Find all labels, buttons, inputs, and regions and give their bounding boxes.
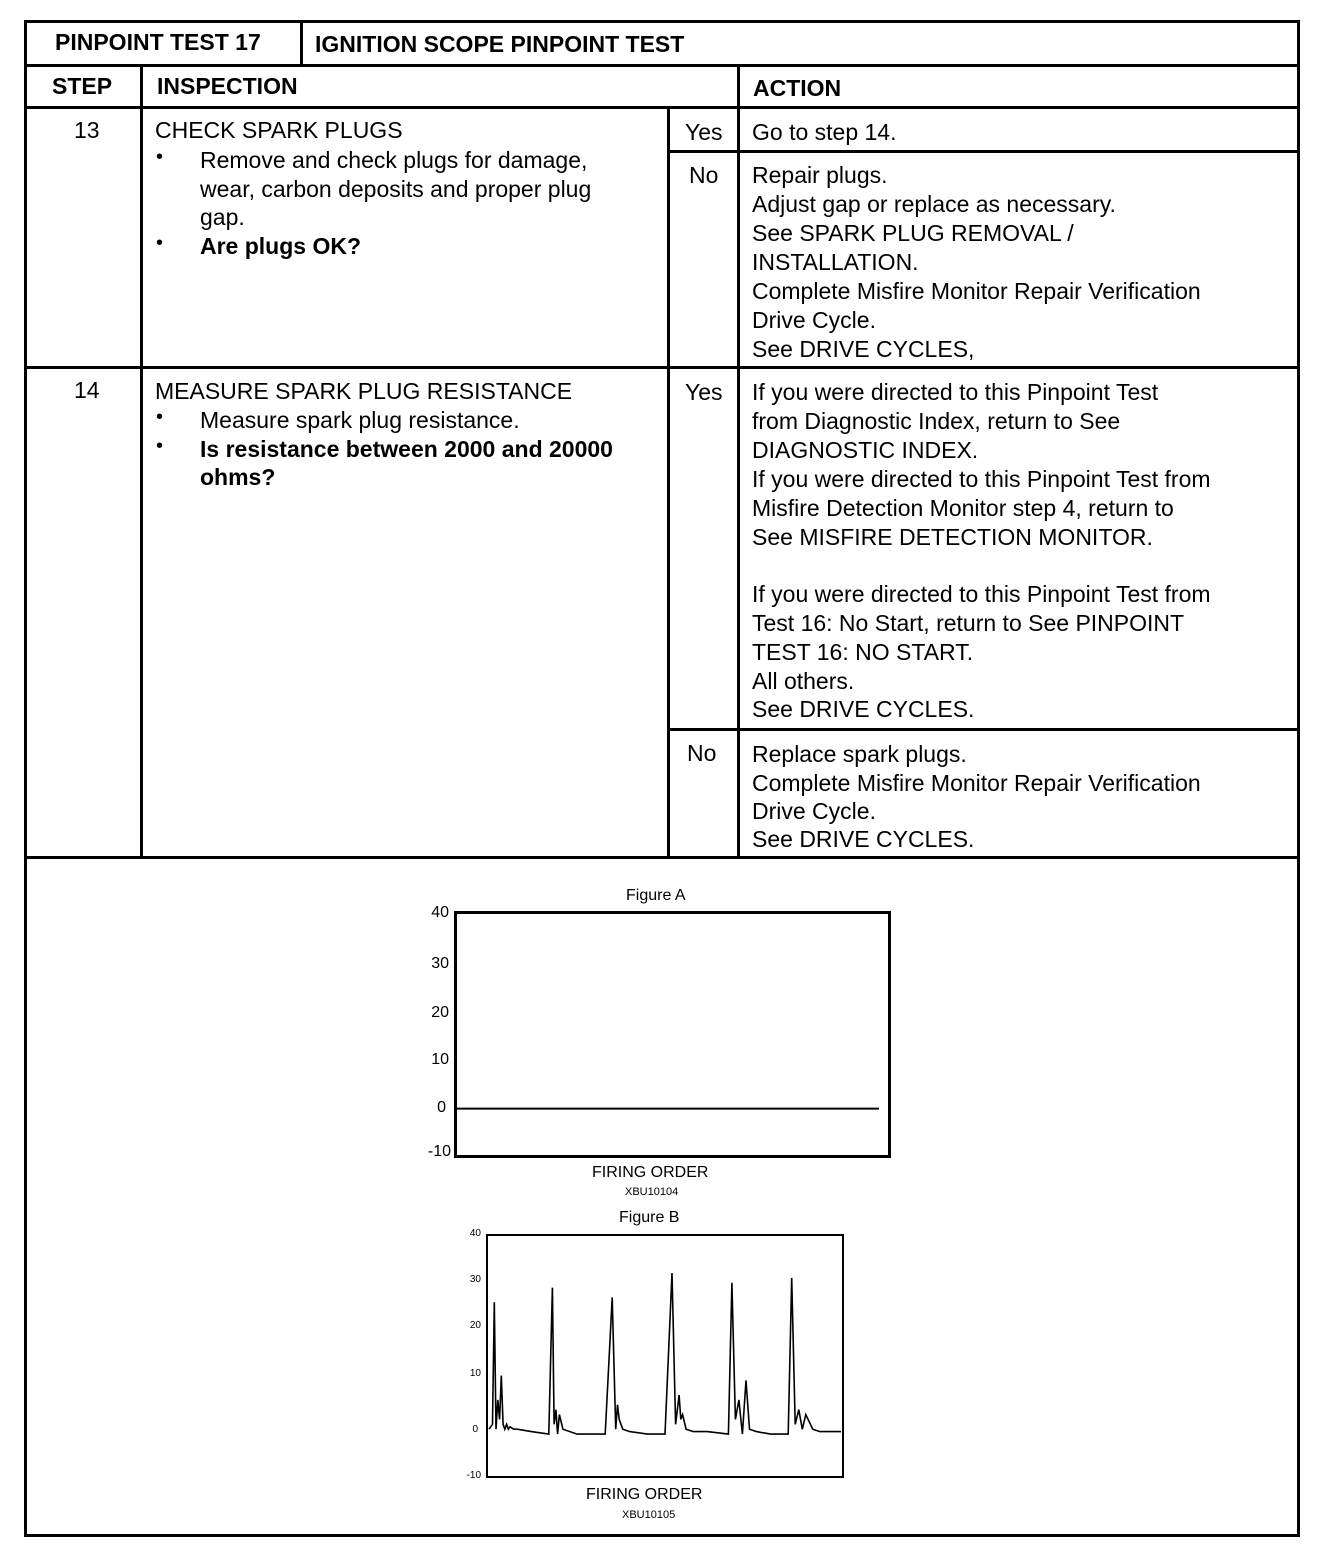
step-13-bullet-1-line-1: Remove and check plugs for damage,: [200, 147, 588, 173]
step-13-question: Are plugs OK?: [200, 233, 362, 259]
test-number: PINPOINT TEST 17: [55, 29, 261, 55]
header-divider: [300, 20, 303, 66]
figure-b-ytick: 10: [469, 1368, 481, 1379]
step-14-yes-action-3: DIAGNOSTIC INDEX.: [752, 437, 979, 463]
figure-b-series-line: [489, 1273, 841, 1434]
step-13-no-label: No: [689, 162, 719, 188]
step-14-yes-action-4: If you were directed to this Pinpoint Test from: [752, 466, 1211, 492]
figure-b-ytick: -10: [466, 1470, 481, 1481]
step-13-no-action-2: Adjust gap or replace as necessary.: [752, 191, 1116, 217]
figure-b-ytick: 40: [469, 1228, 481, 1239]
step-14-yes-action-8: Test 16: No Start, return to See PINPOINT: [752, 610, 1185, 636]
step-13-no-action-1: Repair plugs.: [752, 162, 888, 188]
step-14-no-action-4: See DRIVE CYCLES.: [752, 826, 975, 852]
table-body-bottom-rule: [24, 856, 1300, 859]
step-14-yes-label: Yes: [685, 379, 723, 405]
step-13-title: CHECK SPARK PLUGS: [155, 117, 403, 143]
figure-a-title: Figure A: [626, 887, 686, 904]
figure-a-xlabel: FIRING ORDER: [592, 1164, 709, 1181]
figure-b-xlabel: FIRING ORDER: [586, 1486, 703, 1503]
step-14-yes-action-5: Misfire Detection Monitor step 4, return to: [752, 495, 1174, 521]
step-14-yes-no-rule: [667, 728, 1300, 731]
step-14-yes-action-10: All others.: [752, 668, 855, 694]
step-14-bullet-1: Measure spark plug resistance.: [200, 407, 520, 433]
figure-b-ytick: 0: [472, 1424, 478, 1435]
figure-b-ytick: 30: [469, 1274, 481, 1285]
bullet-icon: •: [156, 435, 164, 457]
bullet-icon: •: [156, 406, 164, 428]
figure-b-plot: [486, 1234, 844, 1478]
answer-column-left: [667, 106, 670, 858]
column-inspection: INSPECTION: [157, 73, 298, 99]
test-title: IGNITION SCOPE PINPOINT TEST: [315, 31, 685, 57]
step-14-yes-action-9: TEST 16: NO START.: [752, 639, 974, 665]
step-13-yes-no-rule: [667, 150, 1300, 153]
step-14-no-action-3: Drive Cycle.: [752, 798, 876, 824]
step-13-no-action-4: INSTALLATION.: [752, 249, 919, 275]
step-14-yes-action-11: See DRIVE CYCLES.: [752, 696, 975, 722]
step-column-divider: [140, 64, 143, 858]
figure-a-ytick: 20: [431, 1004, 449, 1021]
figure-a-ytick: 40: [431, 904, 449, 921]
figure-a-ytick: 30: [431, 955, 449, 972]
bullet-icon: •: [156, 146, 164, 168]
step-13-bullet-1-line-2: wear, carbon deposits and proper plug: [200, 176, 592, 202]
answer-column-right: [737, 64, 740, 858]
bullet-icon: •: [156, 232, 164, 254]
figure-a-ytick: 0: [437, 1099, 446, 1116]
step-13-number: 13: [74, 117, 100, 143]
step-13-no-action-5: Complete Misfire Monitor Repair Verification: [752, 278, 1201, 304]
figure-a-ytick: -10: [427, 1143, 451, 1160]
column-step: STEP: [52, 73, 113, 99]
step-14-yes-action-6: See MISFIRE DETECTION MONITOR.: [752, 524, 1153, 550]
figure-a-ytick: 10: [431, 1051, 449, 1068]
columns-bottom-rule: [24, 106, 1300, 109]
step-13-no-action-6: Drive Cycle.: [752, 307, 876, 333]
step-14-yes-action-2: from Diagnostic Index, return to See: [752, 408, 1121, 434]
step-14-no-action-2: Complete Misfire Monitor Repair Verification: [752, 770, 1201, 796]
figure-a-ref: XBU10104: [625, 1186, 679, 1198]
figure-b-title: Figure B: [619, 1209, 680, 1226]
step-13-bullet-1-line-3: gap.: [200, 204, 245, 230]
header-bottom-rule: [24, 64, 1300, 67]
step-14-title: MEASURE SPARK PLUG RESISTANCE: [155, 378, 573, 404]
step-14-no-action-1: Replace spark plugs.: [752, 741, 967, 767]
step-14-no-label: No: [687, 740, 717, 766]
step-14-yes-action-7: If you were directed to this Pinpoint Test from: [752, 581, 1211, 607]
column-action: ACTION: [753, 75, 842, 101]
figure-b-ytick: 20: [469, 1320, 481, 1331]
step-13-no-action-7: See DRIVE CYCLES,: [752, 336, 975, 362]
step-13-bottom-rule: [24, 366, 1300, 369]
step-13-yes-action: Go to step 14.: [752, 119, 897, 145]
step-14-question-line-1: Is resistance between 2000 and 20000: [200, 436, 613, 462]
step-14-number: 14: [74, 377, 100, 403]
step-13-yes-label: Yes: [685, 119, 723, 145]
figure-b-ref: XBU10105: [622, 1509, 676, 1521]
step-13-no-action-3: See SPARK PLUG REMOVAL /: [752, 220, 1074, 246]
step-14-yes-action-1: If you were directed to this Pinpoint Test: [752, 379, 1159, 405]
step-14-question-line-2: ohms?: [200, 464, 276, 490]
figure-a-plot: [454, 911, 891, 1158]
